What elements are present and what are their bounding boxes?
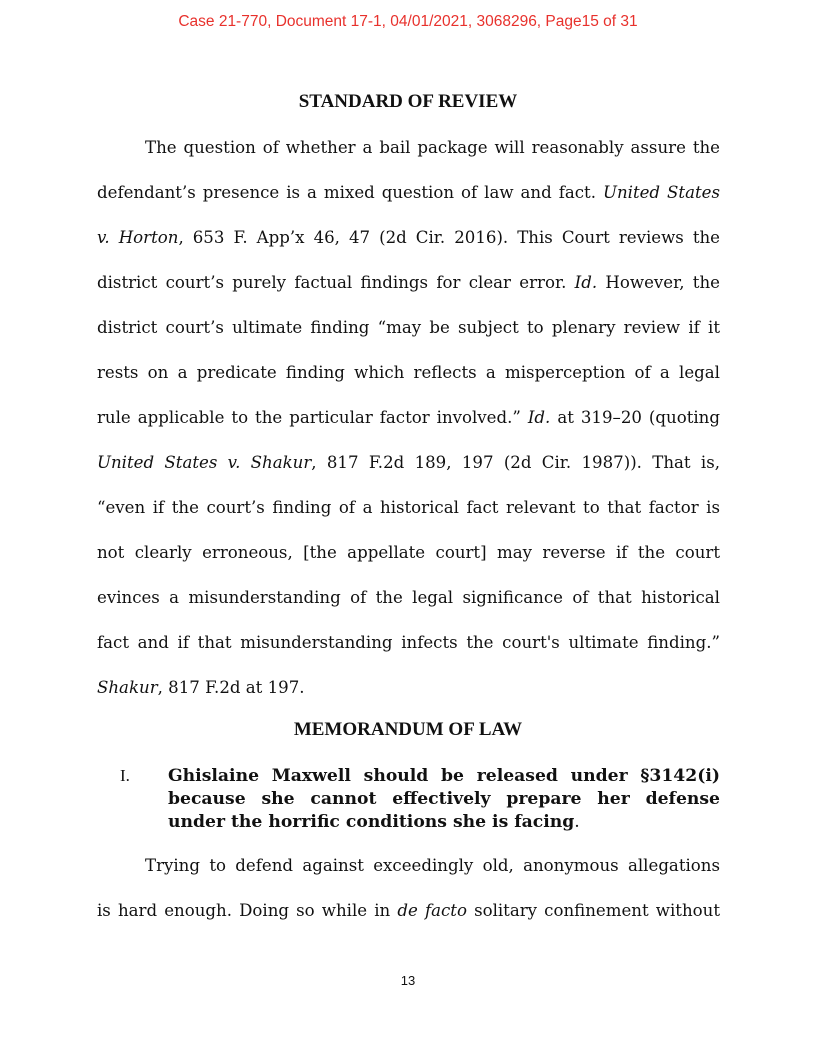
heading-memorandum-of-law: MEMORANDUM OF LAW bbox=[293, 719, 523, 740]
page-number: 13 bbox=[400, 973, 416, 988]
paragraph-line: fact and if that misunderstanding infects the court's ultimate finding.” bbox=[97, 633, 720, 652]
paragraph-line: evinces a misunderstanding of the legal significance of that historical bbox=[97, 588, 720, 607]
point-heading-line: because she cannot effectively prepare her defense bbox=[168, 789, 720, 809]
paragraph-line: United States v. Shakur, 817 F.2d 189, 197 (2d Cir. 1987)). That is, bbox=[97, 453, 720, 472]
paragraph-line: v. Horton, 653 F. App’x 46, 47 (2d Cir. 2016). This Court reviews the bbox=[97, 228, 720, 247]
paragraph-line: not clearly erroneous, [the appellate court] may reverse if the court bbox=[97, 543, 720, 562]
paragraph-line: “even if the court’s finding of a historical fact relevant to that factor is bbox=[97, 498, 720, 517]
paragraph-line: Trying to defend against exceedingly old, anonymous allegations bbox=[145, 856, 720, 875]
point-number: I. bbox=[120, 766, 130, 785]
paragraph-line: is hard enough. Doing so while in de facto solitary confinement without bbox=[97, 901, 720, 920]
paragraph-line: rests on a predicate finding which reflects a misperception of a legal bbox=[97, 363, 720, 382]
case-header: Case 21-770, Document 17-1, 04/01/2021, 3068296, Page15 of 31 bbox=[178, 13, 638, 30]
point-heading-line: Ghislaine Maxwell should be released under §3142(i) bbox=[168, 766, 720, 786]
heading-standard-of-review: STANDARD OF REVIEW bbox=[298, 91, 518, 112]
paragraph-line: district court’s purely factual findings for clear error. Id. However, the bbox=[97, 273, 720, 292]
paragraph-line: district court’s ultimate finding “may be subject to plenary review if it bbox=[97, 318, 720, 337]
paragraph-line: Shakur, 817 F.2d at 197. bbox=[97, 678, 305, 697]
paragraph-line: rule applicable to the particular factor involved.” Id. at 319–20 (quoting bbox=[97, 408, 720, 427]
point-heading-line: under the horrific conditions she is facing. bbox=[168, 812, 580, 832]
paragraph-line: The question of whether a bail package will reasonably assure the bbox=[145, 138, 720, 157]
paragraph-line: defendant’s presence is a mixed question of law and fact. United States bbox=[97, 183, 720, 202]
